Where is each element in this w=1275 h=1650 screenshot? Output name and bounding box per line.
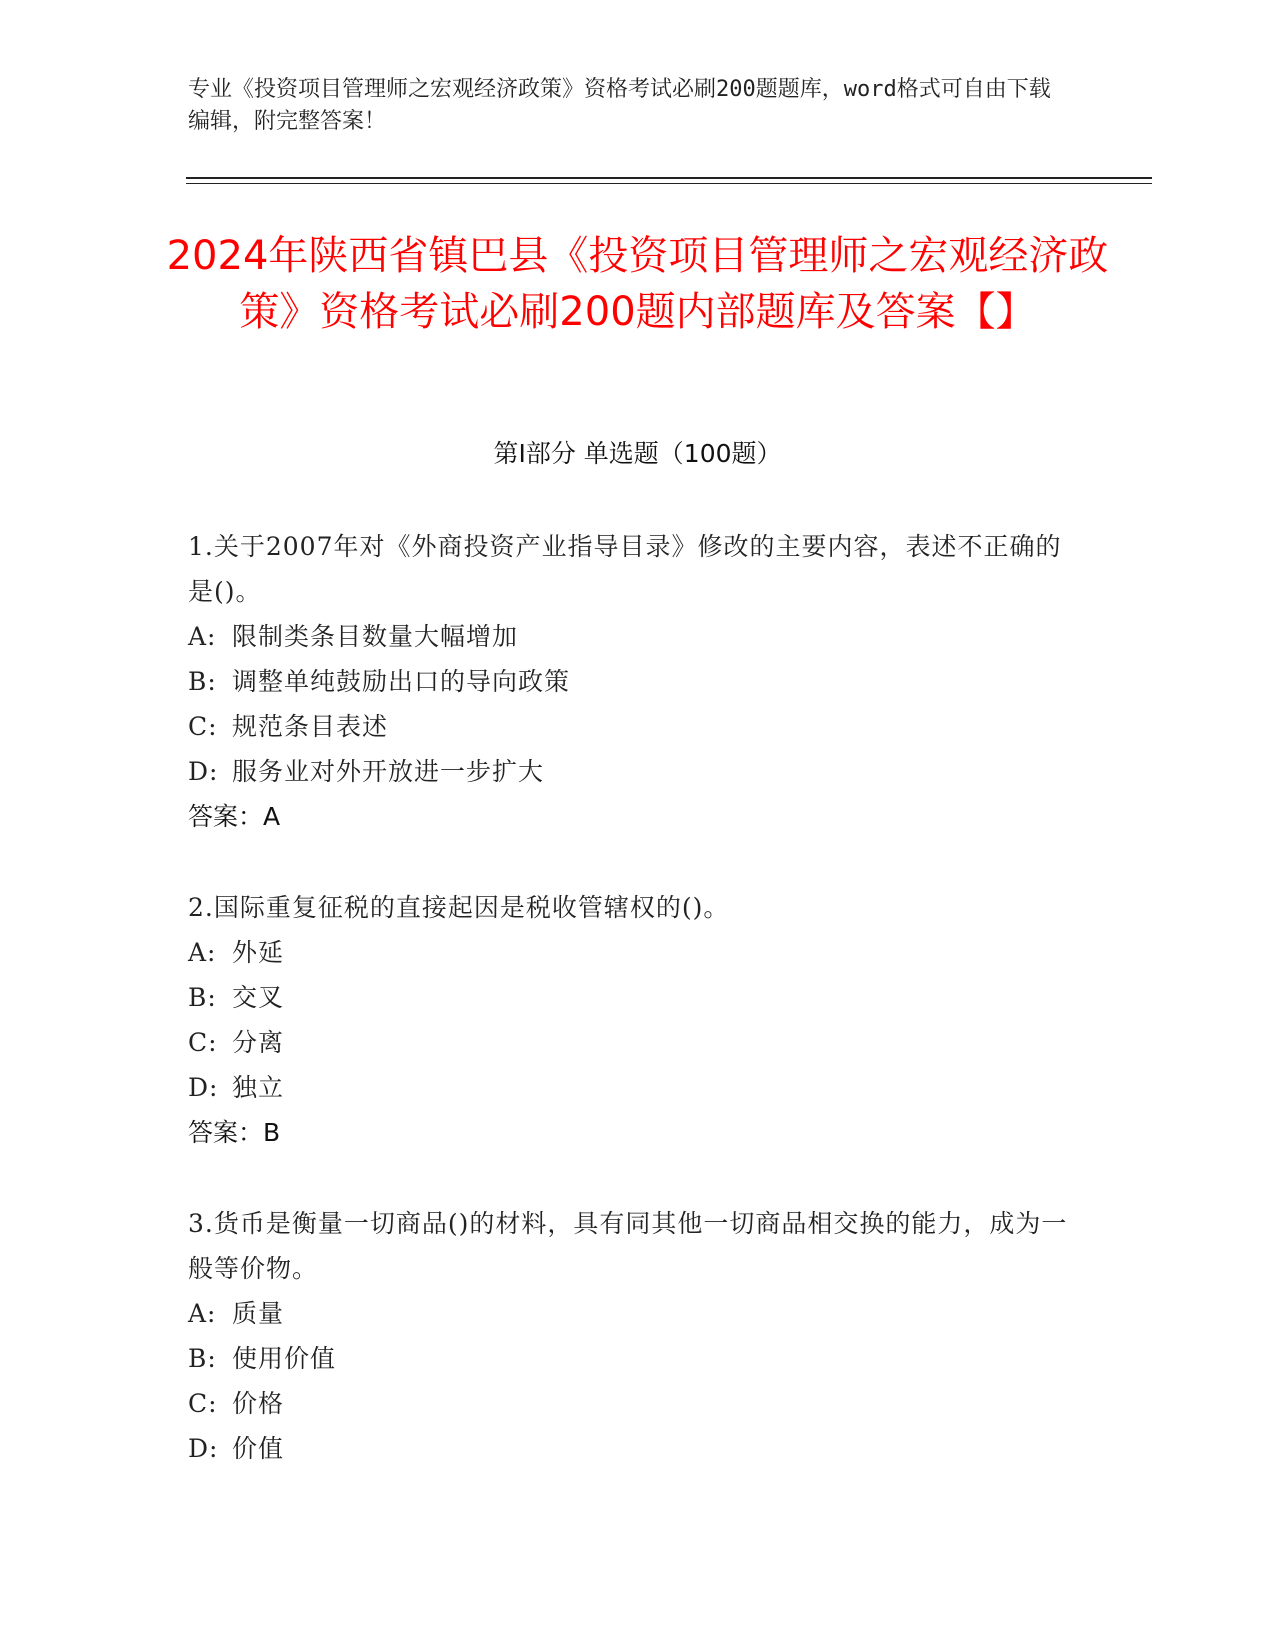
question-3 [188,1201,1068,1471]
header-note: 专业《投资项目管理师之宏观经济政策》资格考试必刷200题题库，word格式可自由下载编辑，附完整答案！ [188,77,1051,134]
option-b [188,659,1068,704]
option-c [188,1381,1068,1426]
option-text: 独立 [232,1073,285,1102]
option-label: A: [188,1299,217,1328]
option-text: 服务业对外开放进一步扩大 [232,757,545,786]
option-label: C: [188,1028,218,1057]
option-label: A: [188,622,217,651]
option-label: B: [188,1344,217,1373]
question-stem: 3.货币是衡量一切商品()的材料，具有同其他一切商品相交换的能力，成为一般等价物。 [188,1209,1068,1283]
option-text: 价格 [232,1389,285,1418]
answer-line: 答案：B [188,1118,281,1147]
option-text: 外延 [232,938,285,967]
option-text: 限制类条目数量大幅增加 [232,622,519,651]
option-text: 质量 [232,1299,285,1328]
question-list [188,524,1068,1517]
option-text: 调整单纯鼓励出口的导向政策 [232,667,571,696]
option-label: B: [188,983,217,1012]
question-1 [188,524,1068,839]
option-label: B: [188,667,217,696]
option-label: D: [188,757,219,786]
option-a [188,1291,1068,1336]
option-text: 使用价值 [232,1344,337,1373]
option-d [188,749,1068,794]
option-d [188,1065,1068,1110]
option-label: D: [188,1434,219,1463]
option-b [188,1336,1068,1381]
option-b [188,975,1068,1020]
question-2 [188,885,1068,1155]
header-rule-thick [186,177,1152,179]
option-d [188,1426,1068,1471]
option-text: 价值 [232,1434,285,1463]
option-text: 交叉 [232,983,285,1012]
document-title: 2024年陕西省镇巴县《投资项目管理师之宏观经济政策》资格考试必刷200题内部题库及答案【】 [166,233,1109,335]
option-text: 规范条目表述 [232,712,389,741]
option-a [188,614,1068,659]
option-label: C: [188,1389,218,1418]
option-a [188,930,1068,975]
option-label: A: [188,938,217,967]
option-c [188,1020,1068,1065]
answer-line: 答案：A [188,802,281,831]
header-rule-thin [186,183,1152,184]
option-c [188,704,1068,749]
question-stem: 1.关于2007年对《外商投资产业指导目录》修改的主要内容，表述不正确的是()。 [188,532,1062,606]
option-text: 分离 [232,1028,285,1057]
question-stem: 2.国际重复征税的直接起因是税收管辖权的()。 [188,893,730,922]
option-label: C: [188,712,218,741]
option-label: D: [188,1073,219,1102]
section-title: 第I部分 单选题（100题） [493,439,782,468]
